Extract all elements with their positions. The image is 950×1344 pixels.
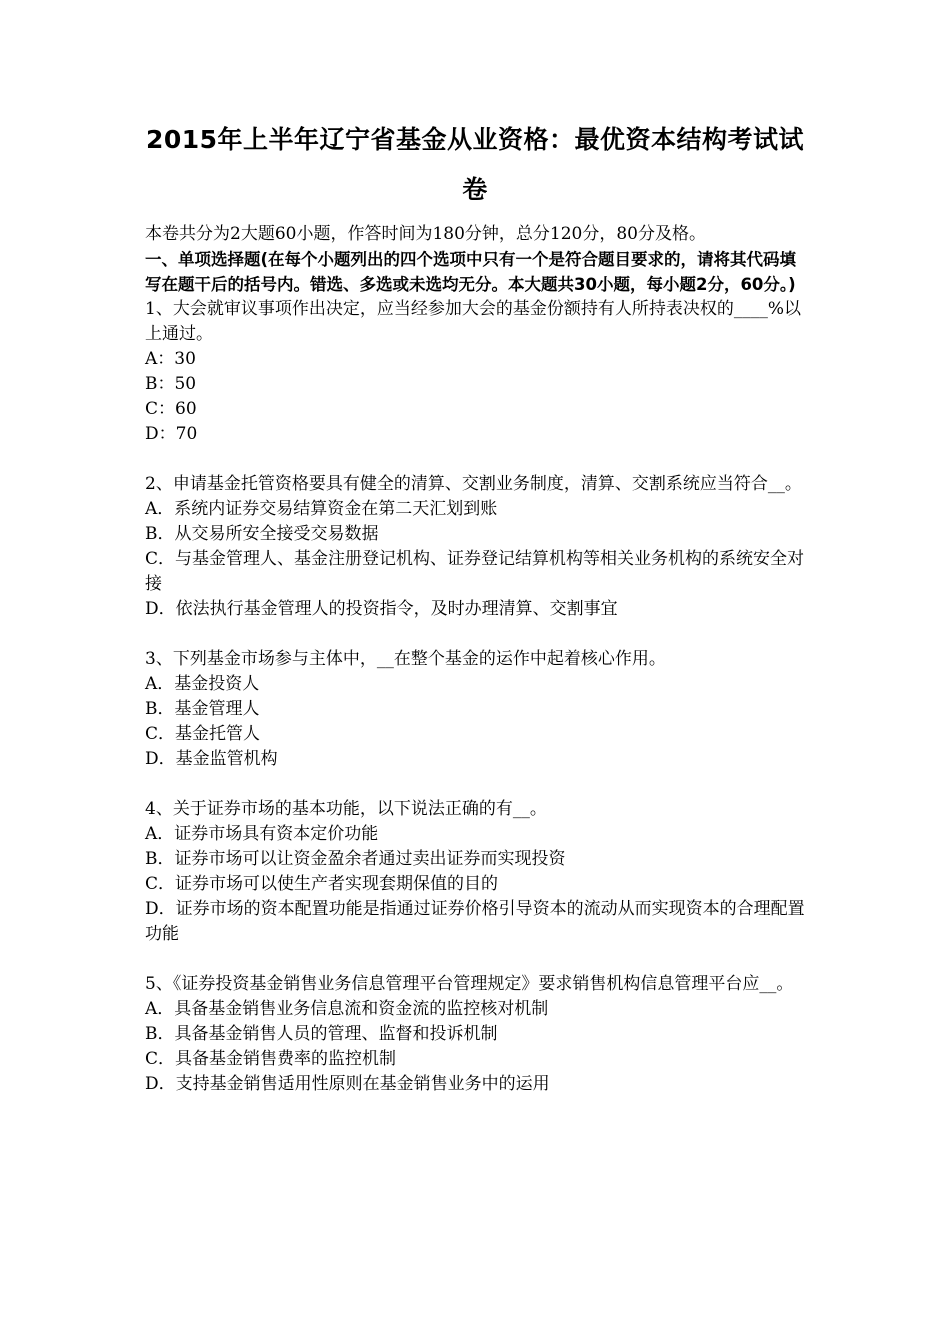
option-b: B．基金管理人 <box>145 699 260 719</box>
question-stem: 1、大会就审议事项作出决定，应当经参加大会的基金份额持有人所持表决权的____%以上通过。 <box>145 299 801 344</box>
option-d: D．证券市场的资本配置功能是指通过证券价格引导资本的流动从而实现资本的合理配置功能 <box>145 899 805 944</box>
option-a: A．证券市场具有资本定价功能 <box>145 824 379 844</box>
section-heading: 一、单项选择题(在每个小题列出的四个选项中只有一个是符合题目要求的，请将其代码填写在题干后的括号内。错选、多选或未选均无分。本大题共30小题，每小题2分，60分。) <box>145 250 797 294</box>
option-b: B．证券市场可以让资金盈余者通过卖出证券而实现投资 <box>145 849 566 869</box>
question-4 <box>145 797 810 947</box>
option-b: B．具备基金销售人员的管理、监督和投诉机制 <box>145 1024 498 1044</box>
option-b: B：50 <box>145 374 197 394</box>
document-body <box>145 222 810 1122</box>
question-5 <box>145 972 810 1097</box>
question-stem: 3、下列基金市场参与主体中，__在整个基金的运作中起着核心作用。 <box>145 649 666 669</box>
option-a: A．具备基金销售业务信息流和资金流的监控核对机制 <box>145 999 549 1019</box>
option-a: A．基金投资人 <box>145 674 260 694</box>
question-2 <box>145 472 810 622</box>
page-title-line-2: 卷 <box>462 175 488 204</box>
option-c: C．具备基金销售费率的监控机制 <box>145 1049 397 1069</box>
option-b: B．从交易所安全接受交易数据 <box>145 524 379 544</box>
option-d: D：70 <box>145 424 198 444</box>
question-stem: 4、关于证券市场的基本功能，以下说法正确的有__。 <box>145 799 547 819</box>
option-a: A．系统内证券交易结算资金在第二天汇划到账 <box>145 499 498 519</box>
question-stem: 5、《证券投资基金销售业务信息管理平台管理规定》要求销售机构信息管理平台应__。 <box>145 974 794 994</box>
option-c: C．证券市场可以使生产者实现套期保值的目的 <box>145 874 499 894</box>
option-c: C．基金托管人 <box>145 724 261 744</box>
option-c: C．与基金管理人、基金注册登记机构、证券登记结算机构等相关业务机构的系统安全对接 <box>145 549 805 594</box>
page-title-line-1: 2015年上半年辽宁省基金从业资格：最优资本结构考试试 <box>145 125 805 154</box>
question-3 <box>145 647 810 772</box>
question-1 <box>145 297 810 447</box>
option-d: D．依法执行基金管理人的投资指令，及时办理清算、交割事宜 <box>145 599 618 619</box>
exam-intro: 本卷共分为2大题60小题，作答时间为180分钟，总分120分，80分及格。 <box>145 224 706 244</box>
option-a: A：30 <box>145 349 196 369</box>
question-stem: 2、申请基金托管资格要具有健全的清算、交割业务制度，清算、交割系统应当符合__。 <box>145 474 802 494</box>
option-d: D．基金监管机构 <box>145 749 278 769</box>
option-d: D．支持基金销售适用性原则在基金销售业务中的运用 <box>145 1074 550 1094</box>
option-c: C：60 <box>145 399 197 419</box>
